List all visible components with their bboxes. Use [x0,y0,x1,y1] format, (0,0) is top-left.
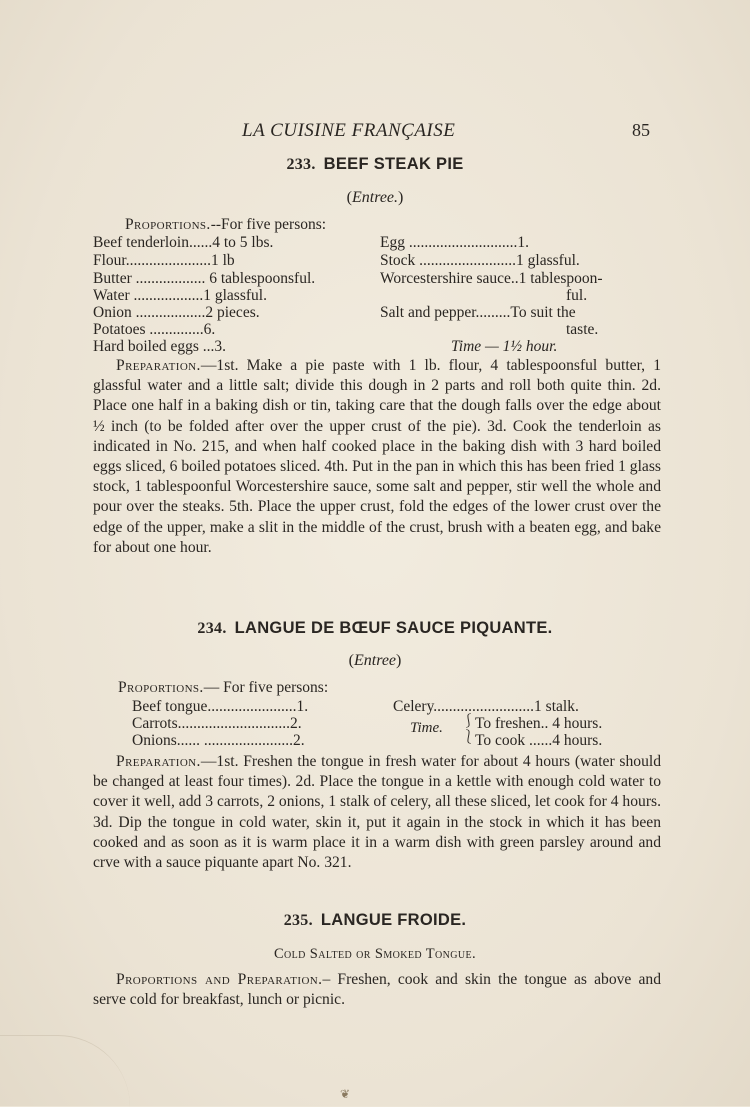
page-number: 85 [632,120,650,140]
recipe-233-proportions-text: --For five persons: [210,216,327,233]
ingredient-line: Onion ..................2 pieces. [93,304,260,321]
recipe-234-preparation [93,752,661,873]
ingredient-line: Hard boiled eggs ...3. [93,338,227,355]
ingredient-line: Celery..........................1 stalk. [393,698,579,715]
recipe-235-prep-text: – Freshen, cook and skin the tongue as above and serve cold for breakfast, lunch or picnic. [93,971,662,1009]
ingredient-line: Onions...... .......................2. [132,732,305,749]
recipe-235-title: LANGUE FROIDE. [320,911,467,929]
ingredient-line: Potatoes ..............6. [93,321,216,338]
recipe-235-prep-label: Proportions and Preparation. [116,971,323,988]
ingredient-line: Butter .................. 6 tablespoonsful. [93,270,316,287]
recipe-234-proportions-text: — For five persons: [203,679,329,696]
recipe-234-title: LANGUE DE BŒUF SAUCE PIQUANTE. [234,619,553,637]
ingredient-line: ful. [566,287,588,304]
time-line: To cook ......4 hours. [475,732,603,749]
page-corner-crease [0,1035,130,1107]
recipe-233-prep-label: Preparation. [116,357,201,374]
ingredient-line: Beef tongue.......................1. [132,698,309,715]
recipe-234-proportions-label: Proportions. [118,679,204,696]
recipe-235-title-row [0,911,750,930]
time-label: Time. [410,720,443,736]
brace-icon: ⎰ ⎱ [462,713,476,744]
recipe-233-title-row [0,155,750,174]
recipe-234-prep-text: —1st. Freshen the tongue in fresh water for about 4 hours (water should be changed at least four times). 2d. Place the tongue in a kettle with enough cold water to cover it well, add 3 carrots, 2 onions, 1 stalk of celery, all these sliced, let cook for 4 hours. 3d. Dip the tongue in cold water, skin it, put it again in the stock in which it has been cooked and as soon as it is warm place it in a warm dish with green parsley around and crve with a sauce piquante apart No. 321. [93,753,661,872]
recipe-235-number: 235. [283,912,313,929]
ingredient-line: Carrots.............................2. [132,715,302,732]
recipe-233-prep-text: —1st. Make a pie paste with 1 lb. flour, 4 tablespoonsful butter, 1 glassful water and a little salt; divide this dough in 2 parts and roll both quite thin. 2d. Place one half in a baking dish or tin, taking care that the dough falls over the edge about ½ inch (to be folded after over the upper crust of the pie). 3d. Cook the tenderloin as indicated in No. 215, and when half cooked place in the baking dish with 3 hard boiled eggs sliced, 6 boiled potatoes sliced. 4th. Put in the pan in which this has been fried 1 glass stock, 1 tablespoonful Worcestershire sauce, some salt and pepper, stir well the whole and pour over the steaks. 5th. Place the upper crust, fold the edges of the lower crust over the edge of the upper, make a slit in the middle of the crust, brush with a beaten egg, and bake for about one hour. [93,357,661,556]
ingredient-line: Flour......................1 lb [93,252,235,269]
recipe-233-title: BEEF STEAK PIE [323,155,464,173]
recipe-234-title-row [0,619,750,638]
recipe-234-time-label [410,719,443,737]
recipe-233-proportions-label: Proportions. [125,216,211,233]
recipe-233-subtitle-text: Entree. [351,189,399,206]
ingredient-line: Beef tenderloin......4 to 5 lbs. [93,234,274,251]
ingredient-line: Salt and pepper.........To suit the [380,304,576,321]
recipe-234-proportions-heading [118,679,328,697]
recipe-234-prep-label: Preparation. [116,753,201,770]
ingredient-line: Water ..................1 glassful. [93,287,267,304]
recipe-233-subtitle: (Entree.) [346,189,404,206]
recipe-235-subtitle: Cold Salted or Smoked Tongue. [273,946,477,962]
recipe-234-number: 234. [197,620,227,637]
recipe-235-preparation [93,970,661,1010]
ingredient-line: Stock .........................1 glassful. [380,252,580,269]
time-line: To freshen.. 4 hours. [475,715,603,732]
ornament-icon: ❦ [340,1087,351,1101]
running-head: LA CUISINE FRANÇAISE [242,120,456,141]
recipe-233-proportions-heading [125,216,326,234]
recipe-233-time: Time — 1½ hour. [451,338,558,355]
ingredient-line: Egg ............................1. [380,234,529,251]
recipe-233-preparation [93,356,661,558]
recipe-234-subtitle-text: Entree [353,652,397,669]
ingredient-line: Worcestershire sauce..1 tablespoon- [380,270,603,287]
recipe-234-subtitle: (Entree) [348,652,402,669]
recipe-233-number: 233. [286,156,316,173]
ingredient-line: taste. [566,321,599,338]
